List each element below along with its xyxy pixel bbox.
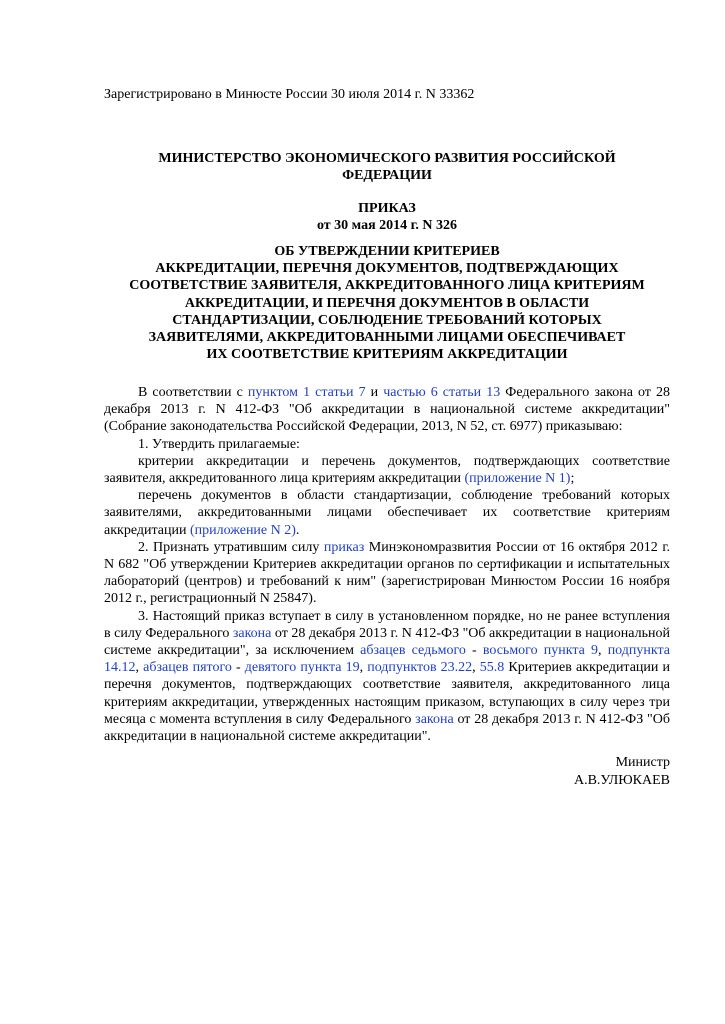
order-label: ПРИКАЗ [358, 201, 416, 216]
link-law-2[interactable]: закона [415, 711, 454, 727]
title-line: СООТВЕТСТВИЕ ЗАЯВИТЕЛЯ, АККРЕДИТОВАННОГО ЛИЦА КРИТЕРИЯМ [129, 278, 645, 294]
link-appendix-2[interactable]: (приложение N 2) [189, 522, 296, 538]
link-article-7[interactable]: пунктом 1 статьи 7 [247, 385, 366, 400]
signatory-name: А.В.УЛЮКАЕВ [573, 773, 670, 788]
link-appendix-1[interactable]: (приложение N 1) [464, 471, 571, 487]
order-date: от 30 мая 2014 г. N 326 [316, 218, 458, 234]
link-paragraphs-seventh[interactable]: абзацев седьмого [360, 643, 466, 659]
link-order[interactable]: приказ [323, 539, 365, 555]
title-line: ИХ СООТВЕТСТВИЕ КРИТЕРИЯМ АККРЕДИТАЦИИ [206, 347, 568, 363]
title-line: АККРЕДИТАЦИИ, ПЕРЕЧНЯ ДОКУМЕНТОВ, ПОДТВЕРЖДАЮЩИХ [155, 261, 619, 277]
signatory-position: Министр [615, 755, 670, 770]
item-1: 1. Утвердить прилагаемые: [138, 436, 300, 452]
link-paragraphs-fifth[interactable]: абзацев пятого [143, 660, 232, 676]
link-article-13[interactable]: частью 6 статьи 13 [383, 385, 501, 400]
item-1b: перечень документов в области стандартизации, соблюдение требований которых заявителями, аккредитованными лицами обеспечивает их соответствие критериям аккредитации (приложение N 2). [104, 488, 670, 538]
link-subpoint-55-8[interactable]: 55.8 [479, 660, 505, 676]
link-law[interactable]: закона [232, 625, 272, 641]
item-1a: критерии аккредитации и перечень документов, подтверждающих соответствие заявителя, аккредитованного лица критериям аккредитации (приложение N 1); [104, 453, 670, 487]
link-eighth-point-9[interactable]: восьмого пункта 9 [482, 643, 599, 659]
document-body [104, 384, 670, 745]
item-3: 3. Настоящий приказ вступает в силу в установленном порядке, но не ранее вступления в силу Федерального закона от 28 декабря 2013 г. N 412-ФЗ "Об аккредитации в национальной системе аккредитации", за исключением абзацев седьмого - восьмого пункта 9, подпункта 14.12, абзацев пятого - девятого пункта 19, подпунктов 23.22, 55.8 Критериев аккредитации и перечня документов, подтверждающих соответствие заявителя, аккредитованного лица критериям аккредитации, утвержденных настоящим приказом, вступающих в силу через три месяца с момента вступления в силу Федерального закона от 28 декабря 2013 г. N 412-ФЗ "Об аккредитации в национальной системе аккредитации". [104, 608, 671, 745]
order-heading [104, 200, 670, 234]
preamble-paragraph: В соответствии с пунктом 1 статьи 7 и частью 6 статьи 13 Федерального закона от 28 декабря 2013 г. N 412-ФЗ "Об аккредитации в национальной системе аккредитации" (Собрание законодательства Российской Федерации, 2013, N 52, ст. 6977) приказываю: [104, 385, 670, 435]
title-line: ЗАЯВИТЕЛЯМИ, АККРЕДИТОВАННЫМИ ЛИЦАМИ ОБЕСПЕЧИВАЕТ [148, 330, 626, 346]
ministry-line: МИНИСТЕРСТВО ЭКОНОМИЧЕСКОГО РАЗВИТИЯ РОССИЙСКОЙ [158, 151, 616, 166]
registration-note: Зарегистрировано в Минюсте России 30 июля 2014 г. N 33362 [104, 87, 475, 102]
link-subpoint-23-22[interactable]: подпунктов 23.22 [367, 660, 473, 676]
document-title [104, 243, 670, 363]
link-ninth-point-19[interactable]: девятого пункта 19 [244, 660, 360, 676]
title-line: ОБ УТВЕРЖДЕНИИ КРИТЕРИЕВ [274, 244, 500, 259]
signature-block [574, 754, 670, 790]
ministry-heading [104, 150, 670, 184]
item-2: 2. Признать утратившим силу приказ Минэкономразвития России от 16 октября 2012 г. N 682 "Об утверждении Критериев аккредитации органов по сертификации и испытательных лабораторий (центров) и требований к ним" (зарегистрирован Минюстом России 16 ноября 2012 г., регистрационный N 25847). [104, 539, 670, 607]
link-subpoint-14-12[interactable]: подпункта 14.12 [104, 643, 671, 676]
title-line: СТАНДАРТИЗАЦИИ, СОБЛЮДЕНИЕ ТРЕБОВАНИЙ КОТОРЫХ [172, 312, 602, 328]
ministry-line: ФЕДЕРАЦИИ [342, 168, 432, 184]
title-line: АККРЕДИТАЦИИ, И ПЕРЕЧНЯ ДОКУМЕНТОВ В ОБЛАСТИ [184, 295, 590, 311]
